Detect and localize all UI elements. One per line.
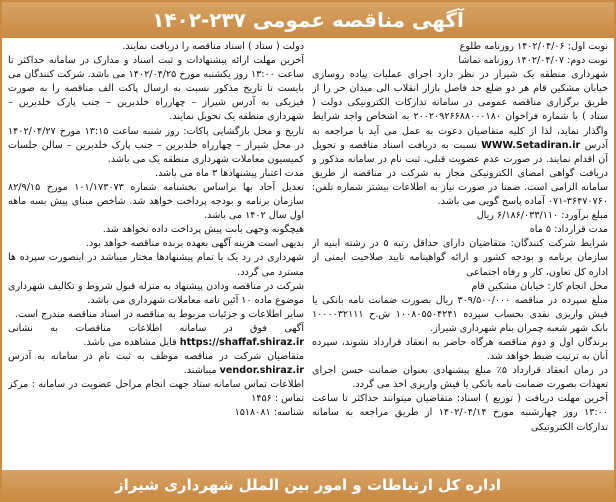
shaffaf-text: آگهی فوق در سامانه اطلاعات مناقصات به نشانی: [8, 322, 304, 334]
left-column: [8, 40, 304, 472]
header-banner: [2, 2, 614, 38]
vendor-link[interactable]: vendor.shiraz.ir: [219, 365, 304, 377]
intro-paragraph: [312, 68, 608, 209]
intro-text: شهرداری منطقه یک شیراز در نظر دارد اجرای عملیات پیاده روسازی خیابان مشکین قام هر دو ضلع حد فاصل بازار انقلاب الی میدان حر را از طریق برگزاری مناقصه عمومی در سامانه تدارکات الکترونیکی دولت ( ستاد ) با شماره فراخوان ۲۰۰۲۰۹۲۶۶۸۸۰۰۰۱۸۰ به اشخاص واجد شرایط واگذار نماید، لذا از کلیه متقاضیان دعوت به عمل می آید با مراجعه به آدرس: [312, 69, 608, 151]
vendor-text: متقاضیان شرکت در مناقصه موظف به ثبت نام در سامانه به آدرس: [8, 351, 304, 363]
left-para-4: مدت اعتبار پیشنهادها ۳ ماه می باشد.: [155, 167, 304, 179]
first-publication-line: نوبت اول: ۱۴۰۲/۰۴/۰۶ روزنامه طلوع: [459, 41, 608, 52]
left-para-9: شرکت در مناقصه ودادن پیشنهاد به منزله قبول شروط و تکالیف شهرداری موضوع ماده ۱۰ آئین نامه معاملات شهرداری می باشد.: [8, 280, 304, 306]
left-para-13: اطلاعات تماس سامانه ستاد جهت انجام مراحل عضویت در سامانه : مرکز تماس : ۱۴۵۶: [8, 379, 304, 405]
shaffaf-text-cont: قابل مشاهده می باشد.: [83, 336, 177, 348]
left-para-7: بدیهی است هزینه آگهی بعهده برنده مناقصه خواهد بود.: [85, 238, 304, 250]
left-para-11: [8, 322, 304, 350]
intro-text-cont: نسبت به دریافت اسناد مناقصه و تحویل آن اقدام نمایند. در صورت عدم عضویت قبلی، ثبت نام در سامانه مذکور و دریافت گواهی امضای الکترونیکی مجاز به شرکت در مناقصه از طریق سامانه الزامی است. ضمنا در صورت نیاز به اطلاعات بیشتر شماره تلفن: ۳۶۴۷۰۷۶۰-۰۷۱ آماده پاسخ گویی می باشد.: [312, 139, 608, 208]
left-para-10: سایر اطلاعات و جزئیات مربوط به مناقصه در اسناد مناقصه مندرج است.: [14, 308, 304, 320]
setadiran-link[interactable]: WWW.Setadiran.ir: [481, 139, 581, 151]
deposit-paragraph: مبلغ سپرده در مناقصه ۳۰۹/۵۰۰/۰۰۰ ریال بصورت ضمانت نامه بانکی یا فیش واریزی نقدی بحساب سپرده ۱۰۰۸۰۵۵۰۴۲۴۱ ش.ح ۱۰۰۰۰۳۲۱۱۱ بانک شهر شعبه چمران بنام شهرداری شیراز.: [312, 294, 608, 334]
work-location: محل انجام کار: خیابان مشکین قام: [471, 280, 608, 292]
winners-paragraph: برندگان اول و دوم مناقصه هرگاه حاضر به انعقاد قرارداد نشوند، سپرده آنان به ترتیب ضبط خواهد شد.: [312, 336, 608, 363]
contract-duration: مدت قرارداد: ۵ ماه: [529, 224, 608, 236]
footer-banner: [2, 470, 614, 500]
page-title: آگهی مناقصه عمومی ۲۳۷-۱۴۰۲: [152, 8, 464, 32]
left-para-12: [8, 350, 304, 378]
vendor-text-cont: میباشند.: [183, 365, 217, 377]
participant-requirements: شرایط شرکت کنندگان: متقاضیان دارای حداقل رتبه ۵ در رشته ابنیه از سازمان برنامه و بودجه کشور و ارائه گواهینامه تایید صلاحیت ایمنی از اداره کل تعاون، کار و رفاه اجتماعی: [312, 238, 608, 278]
left-para-2: آخرین مهلت ارائه پیشنهادات و ثبت اسناد و مدارک در سامانه حداکثر تا ساعت ۱۳:۰۰ روز یکشنبه مورخ ۱۴۰۲/۰۴/۲۵ می باشد. شرکت کنندگان می بایست تا تاریخ مذکور نسبت به ارسال پاکت الف مناقصه را به صورت فیزیکی به آدرس شیراز – چهارراه خلدبرین – جنب پارک خلدبرین – شهرداری منطقه یک تحویل نمایند.: [8, 55, 304, 123]
body-columns: [8, 40, 608, 472]
left-para-8: شهرداری در رد یک یا تمام پیشنهادها مختار میباشد در اینصورت سپرده ها مسترد می گردد.: [8, 252, 304, 278]
left-para-3: تاریخ و محل بازگشایی پاکات: روز شنبه ساعت ۱۳:۱۵ مورخ ۱۴۰۲/۰۴/۲۷ در محل شیراز – چهارراه خلدبرین – جنب پارک خلدبرین – سالن جلسات کمیسیون معاملات شهرداری منطقه یک می باشد.: [8, 125, 304, 165]
document-deadline-paragraph: آخرین مهلت دریافت ( توزیع ) اسناد: متقاضیان میتوانند حداکثر تا ساعت ۱۳:۰۰ روز چهارشنبه مورخ ۱۴۰۲/۰۴/۱۴ از طریق مراجعه به سامانه تدارکات الکترونیکی: [312, 393, 608, 433]
performance-guarantee-paragraph: در زمان انعقاد قرارداد ۵٪ مبلغ پیشنهادی بعنوان ضمانت حسن اجرای تعهدات بصورت ضمانت نامه بانکی یا فیش واریزی اخذ می گردد.: [312, 365, 608, 391]
left-para-14: شناسه: ۱۵۱۸۰۸۱: [234, 407, 304, 419]
right-column: [312, 40, 608, 472]
shaffaf-link[interactable]: https://shaffaf.shiraz.ir: [179, 336, 304, 348]
left-para-6: هیچگونه وجهی بابت پیش پرداخت داده نخواهد شد.: [102, 224, 304, 236]
estimated-amount: مبلغ برآورد: ۶/۱۸۶/۰۳۳/۱۱۰ ریال: [476, 210, 608, 222]
footer-title: اداره کل ارتباطات و امور بین الملل شهرداری شیراز: [115, 476, 501, 494]
second-publication-line: نوبت دوم: ۱۴۰۲/۰۴/۰۷ روزنامه تماشا: [458, 55, 608, 67]
left-para-1: دولت ( ستاد ) اسناد مناقصه را دریافت نمایند.: [122, 41, 304, 52]
left-para-5: تعدیل آحاد بها براساس بخشنامه شماره ۱۰۱/۱۷۳۰۷۳ مورخ ۸۲/۹/۱۵ سازمان برنامه و بودجه پرداخت خواهد شد. شاخص مبنای پیش بسه ماهه اول سال ۱۴۰۲ می باشد.: [8, 181, 304, 222]
